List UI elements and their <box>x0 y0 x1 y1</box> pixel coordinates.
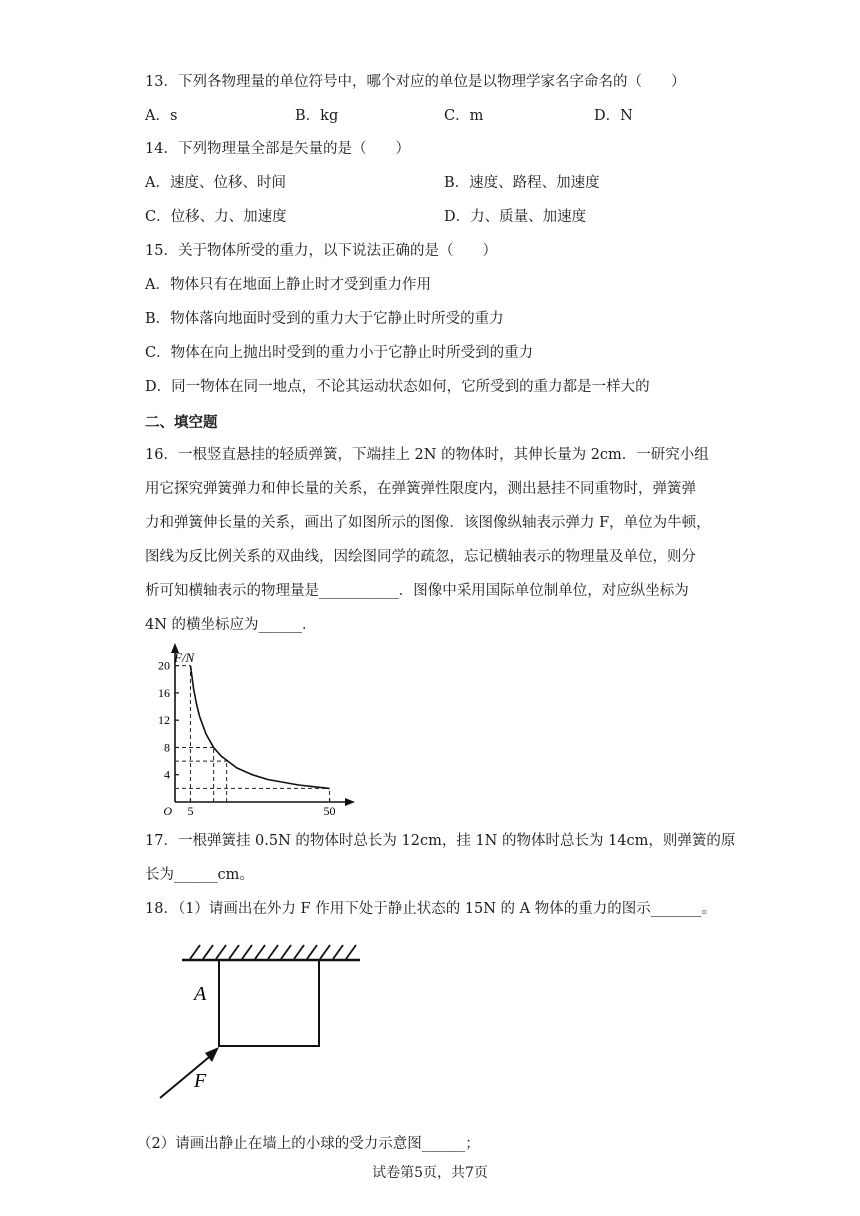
x-axis-arrow <box>345 798 355 806</box>
q13-option-a: A．s <box>145 108 178 124</box>
page-footer: 试卷第5页，共7页 <box>372 1165 488 1181</box>
hatch-mark <box>242 945 252 959</box>
y-tick-label: 8 <box>164 740 170 755</box>
q15-stem: 15．关于物体所受的重力，以下说法正确的是（ ） <box>145 243 497 259</box>
q18-part2: （2）请画出静止在墙上的小球的受力示意图______； <box>137 1136 480 1152</box>
q15-option-d: D．同一物体在同一地点，不论其运动状态如何，它所受到的重力都是一样大的 <box>145 379 650 395</box>
y-tick-label: 20 <box>158 658 170 673</box>
q16-line-5: 析可知横轴表示的物理量是___________．图像中采用国际单位制单位，对应纵坐标为 <box>145 583 689 599</box>
y-axis-label: F/N <box>174 650 195 665</box>
y-tick-label: 4 <box>164 767 170 782</box>
q16-line-1: 16．一根竖直悬挂的轻质弹簧，下端挂上 2N 的物体时，其伸长量为 2cm．一研究小组 <box>145 447 709 463</box>
hatch-mark <box>307 945 317 959</box>
q16-line-3: 力和弹簧伸长量的关系，画出了如图所示的图像．该图像纵轴表示弹力 F，单位为牛顿， <box>145 515 711 531</box>
hyperbola-curve <box>191 666 330 789</box>
force-extension-chart <box>140 640 370 815</box>
q14-option-a: A．速度、位移、时间 <box>145 175 286 191</box>
q18-part1: 18．（1）请画出在外力 F 作用下处于静止状态的 15N 的 A 物体的重力的图示_______。 <box>145 901 716 917</box>
hatch-mark <box>268 945 278 959</box>
q16-line-6: 4N 的横坐标应为______． <box>145 617 317 633</box>
q13-stem: 13．下列各物理量的单位符号中，哪个对应的单位是以物理学家名字命名的（ ） <box>145 74 686 90</box>
hatch-mark <box>320 945 330 959</box>
y-tick-label: 16 <box>158 685 170 700</box>
q15-option-b: B．物体落向地面时受到的重力大于它静止时所受的重力 <box>145 311 504 327</box>
ceiling-hatch <box>190 945 356 959</box>
hatch-mark <box>229 945 239 959</box>
q16-line-2: 用它探究弹簧弹力和伸长量的关系，在弹簧弹性限度内，测出悬挂不同重物时，弹簧弹 <box>145 481 696 497</box>
q15-option-a: A．物体只有在地面上静止时才受到重力作用 <box>145 277 431 293</box>
hatch-mark <box>216 945 226 959</box>
section-heading: 二、填空题 <box>145 415 218 431</box>
x-tick-label: O <box>163 804 172 815</box>
q17-line-1: 17．一根弹簧挂 0.5N 的物体时总长为 12cm，挂 1N 的物体时总长为 14cm，则弹簧的原 <box>145 833 736 849</box>
q16-line-4: 图线为反比例关系的双曲线，因绘图同学的疏忽，忘记横轴表示的物理量及单位，则分 <box>145 549 696 565</box>
q15-option-c: C．物体在向上抛出时受到的重力小于它静止时所受到的重力 <box>145 345 534 361</box>
y-tick-label: 12 <box>158 713 170 728</box>
block-a <box>219 960 319 1046</box>
label-f: F <box>194 1070 207 1092</box>
q14-option-c: C．位移、力、加速度 <box>145 209 287 225</box>
hatch-mark <box>333 945 343 959</box>
q14-option-d: D．力、质量、加速度 <box>444 209 587 225</box>
hatch-mark <box>203 945 213 959</box>
x-tick-label: 5 <box>187 804 194 815</box>
label-a: A <box>194 983 207 1005</box>
q13-option-b: B．kg <box>295 108 339 124</box>
q14-option-b: B．速度、路程、加速度 <box>444 175 600 191</box>
hatch-mark <box>346 945 356 959</box>
hatch-mark <box>294 945 304 959</box>
x-tick-label: 50 <box>323 804 336 815</box>
q14-stem: 14．下列物理量全部是矢量的是（ ） <box>145 141 410 157</box>
hatch-mark <box>255 945 265 959</box>
q17-line-2: 长为______cm。 <box>145 867 254 883</box>
hatch-mark <box>190 945 200 959</box>
q13-option-d: D．N <box>594 108 633 124</box>
hatch-mark <box>281 945 291 959</box>
q13-option-c: C．m <box>444 108 484 124</box>
block-force-diagram <box>150 935 370 1105</box>
